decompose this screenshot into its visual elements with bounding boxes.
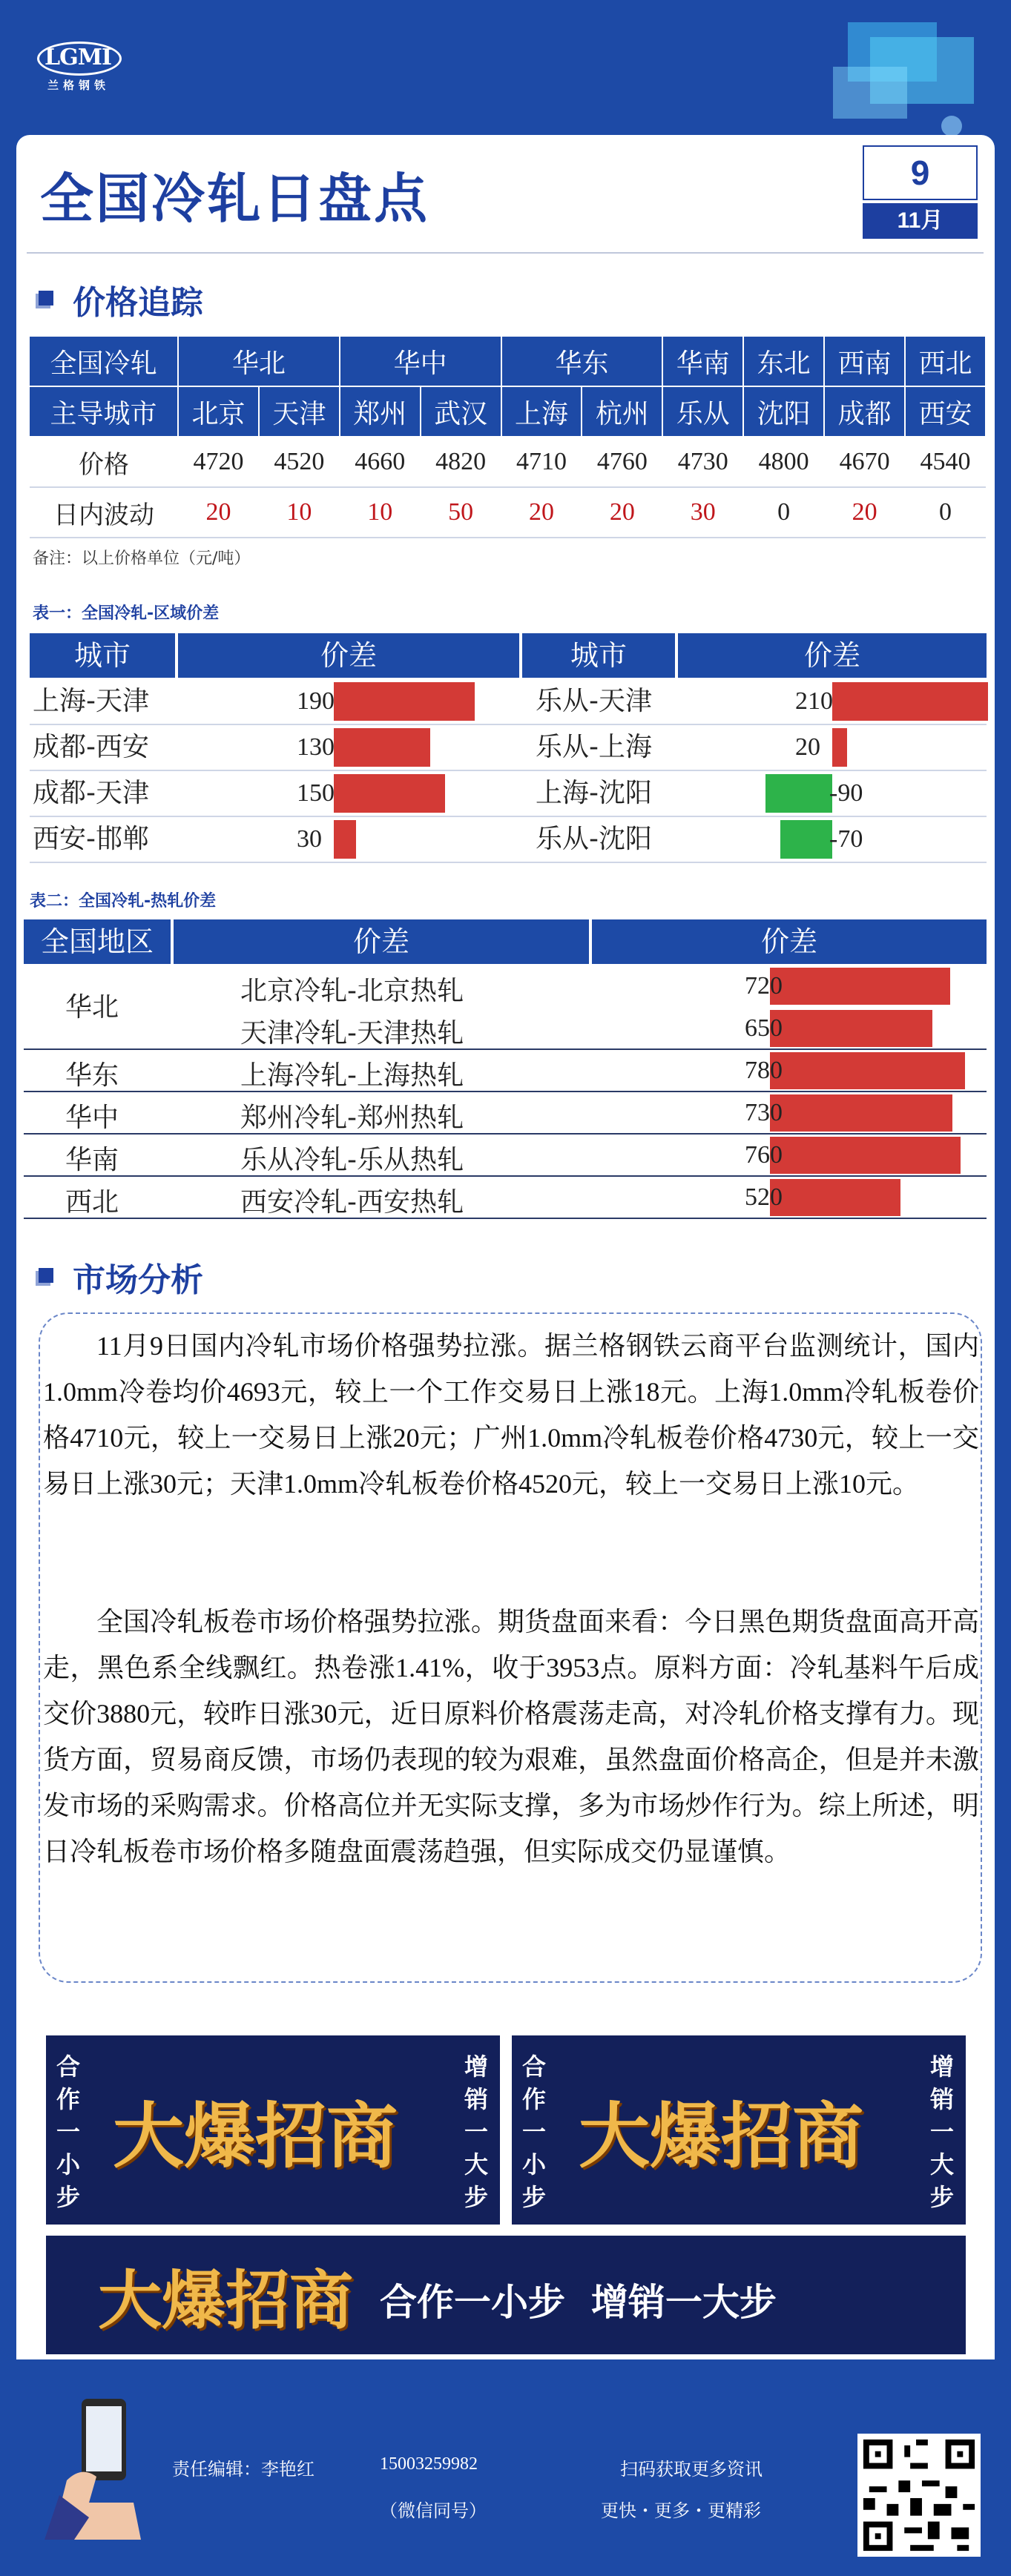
price-note: 备注：以上价格单位（元/吨） [33, 549, 251, 568]
motto: 更快・更多・更精彩 [601, 2502, 761, 2521]
spread-value: -90 [829, 779, 863, 807]
change-row: 日内波动 20 10 10 50 20 20 30 0 20 0 [30, 487, 986, 538]
brand-logo: LGMI 兰格钢铁 [30, 37, 126, 90]
spread-bar [832, 682, 988, 721]
spread-bar [770, 1137, 961, 1174]
regional-row [30, 725, 987, 771]
city-pair: 西安-邯郸 [33, 824, 149, 854]
spread-value: 760 [745, 1141, 783, 1169]
phone-hand-icon [45, 2391, 156, 2540]
wechat-note: （微信同号） [380, 2502, 487, 2521]
hot-row [24, 1008, 987, 1050]
regional-table-header: 城市 价差 城市 价差 [30, 633, 987, 679]
tech-decoration [818, 15, 989, 141]
spread-bar [770, 1010, 932, 1047]
spread-bar [765, 774, 832, 813]
square-icon [39, 291, 53, 306]
spread-value: 130 [297, 733, 335, 761]
regional-row [30, 817, 987, 863]
region-label: 华北 [65, 992, 119, 1023]
phone-number: 15003259982 [380, 2454, 478, 2474]
spread-bar [334, 820, 356, 859]
product-pair: 上海冷轧-上海热轧 [240, 1060, 464, 1091]
city-pair: 成都-天津 [33, 778, 149, 808]
city-pair: 成都-西安 [33, 732, 149, 762]
city-pair: 上海-天津 [33, 686, 149, 716]
city-pair: 乐从-沈阳 [536, 824, 652, 854]
spread-value: 780 [745, 1057, 783, 1084]
analysis-paragraph-2: 全国冷轧板卷市场价格强势拉涨。期货盘面来看：今日黑色期货盘面高开高走，黑色系全线飘红。热卷涨1.41%，收于3953点。原料方面：冷轧基料午后成交价3880元，较昨日涨30元，近日原料价格震荡走高，对冷轧价格支撑有力。现货方面，贸易商反馈，市场仍表现的较为艰难，虽然盘面价格高企，但是并未激发市场的采购需求。价格高位并无实际支撑，多为市场炒作行为。综上所述，明日冷轧板卷市场价格多随盘面震荡趋强，但实际成交仍显谨慎。 [43, 1607, 979, 1866]
hot-row [24, 1050, 987, 1092]
editor: 责任编辑：李艳红 [172, 2460, 315, 2480]
caption-hot: 表二：全国冷轧-热轧价差 [30, 892, 217, 911]
ad-banner-right[interactable]: 合 作 一 小 步 大爆招商 增 销 一 大 步 [512, 2035, 966, 2225]
spread-value: 20 [795, 733, 820, 761]
page-title: 全国冷轧日盘点 [40, 167, 430, 230]
product-pair: 乐从冷轧-乐从热轧 [240, 1145, 464, 1175]
divider [27, 252, 984, 254]
regional-row [30, 679, 987, 725]
spread-value: 190 [297, 687, 335, 715]
date-day: 9 [863, 145, 978, 200]
hot-row [24, 1177, 987, 1219]
hot-table-header: 全国地区 价差 价差 [24, 919, 987, 965]
product-pair: 北京冷轧-北京热轧 [240, 976, 464, 1006]
spread-bar [780, 820, 832, 859]
product-pair: 天津冷轧-天津热轧 [240, 1018, 464, 1048]
city-pair: 乐从-天津 [536, 686, 652, 716]
hot-row [24, 1092, 987, 1135]
spread-bar [334, 728, 430, 767]
spread-bar [770, 1179, 900, 1216]
qr-code[interactable] [857, 2434, 981, 2557]
hot-row [24, 1135, 987, 1177]
region-label: 华南 [65, 1145, 119, 1175]
spread-bar [334, 774, 445, 813]
spread-bar [770, 968, 950, 1005]
spread-value: 210 [795, 687, 833, 715]
spread-bar [770, 1052, 965, 1089]
spread-bar [832, 728, 847, 767]
spread-bar [334, 682, 475, 721]
square-icon [39, 1268, 53, 1283]
region-label: 华中 [65, 1103, 119, 1133]
region-label: 西北 [65, 1187, 119, 1218]
scan-hint: 扫码获取更多资讯 [620, 2460, 763, 2480]
product-pair: 西安冷轧-西安热轧 [240, 1187, 464, 1218]
city-pair: 乐从-上海 [536, 732, 652, 762]
hot-row [24, 965, 987, 1023]
spread-bar [770, 1094, 952, 1132]
analysis-paragraph-1: 11月9日国内冷轧市场价格强势拉涨。据兰格钢铁云商平台监测统计，国内1.0mm冷卷均价4693元，较上一个工作交易日上涨18元。上海1.0mm冷轧板卷价格4710元，较上一交易日上涨20元；广州1.0mm冷轧板卷价格4730元，较上一交易日上涨30元；天津1.0mm冷轧板卷价格4520元，较上一交易日上涨10元。 [43, 1331, 979, 1499]
spread-value: 150 [297, 779, 335, 807]
spread-value: -70 [829, 825, 863, 853]
ad-banner-left[interactable]: 合 作 一 小 步 大爆招商 增 销 一 大 步 [46, 2035, 500, 2225]
regional-row [30, 771, 987, 817]
spread-value: 650 [745, 1014, 783, 1042]
spread-value: 720 [745, 972, 783, 1000]
date-badge [863, 145, 978, 242]
product-pair: 郑州冷轧-郑州热轧 [240, 1103, 464, 1133]
spread-value: 730 [745, 1099, 783, 1126]
price-table-region-row: 全国冷轧 华北 华中 华东 华南 东北 西南 西北 [30, 337, 986, 386]
city-pair: 上海-沈阳 [536, 778, 652, 808]
price-row: 价格 4720 4520 4660 4820 4710 4760 4730 4800 4670 4540 [30, 437, 986, 487]
region-label: 华东 [65, 1060, 119, 1091]
date-month: 11月 [863, 203, 978, 239]
spread-value: 30 [297, 825, 322, 853]
caption-regional: 表一：全国冷轧-区域价差 [33, 604, 220, 623]
price-table [30, 337, 987, 538]
spread-value: 520 [745, 1183, 783, 1211]
price-table-city-row: 主导城市 北京 天津 郑州 武汉 上海 杭州 乐从 沈阳 成都 西安 [30, 386, 986, 437]
ad-banner-wide[interactable]: 大爆招商 合作一小步 增销一大步 [46, 2236, 966, 2354]
